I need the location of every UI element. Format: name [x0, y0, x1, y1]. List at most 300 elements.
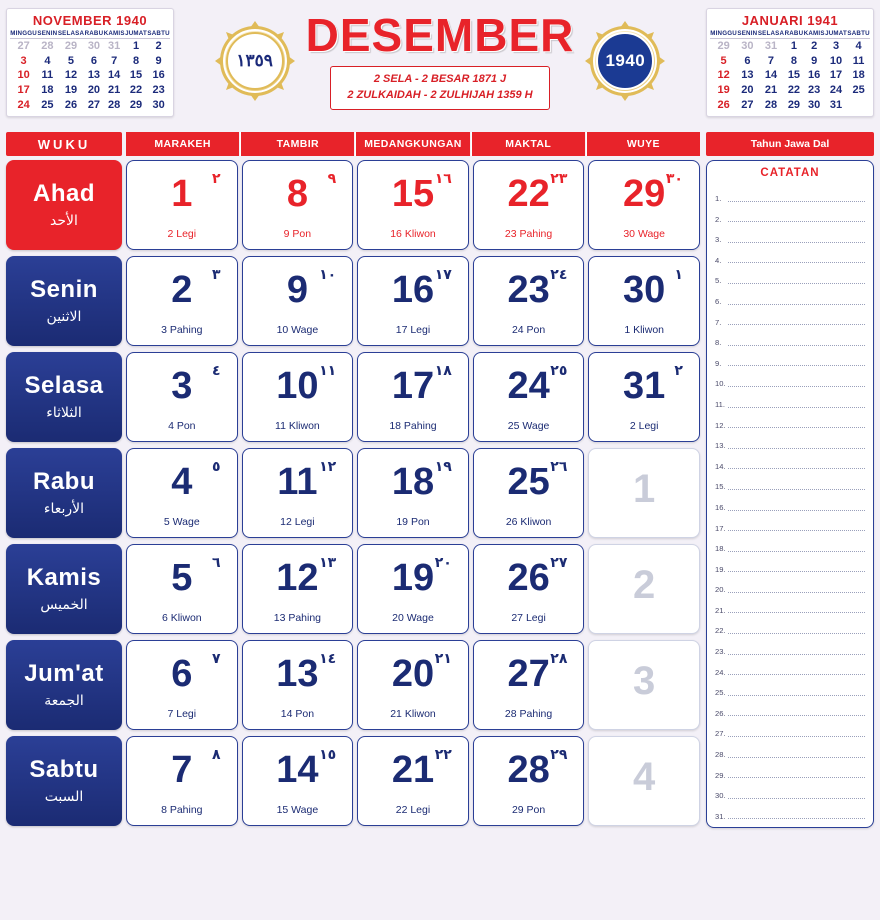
mini-calendar-next [706, 8, 874, 117]
date-cell[interactable] [588, 544, 700, 634]
mini-day-cell: 12 [717, 69, 730, 82]
mini-day-cell: 17 [17, 83, 30, 96]
mini-day-cell: 10 [17, 69, 30, 82]
date-number: 6 [171, 653, 193, 695]
note-line[interactable] [715, 718, 865, 739]
note-line[interactable] [715, 368, 865, 389]
mini-day-cell: 24 [17, 98, 30, 111]
note-line-index: 25. [715, 688, 726, 698]
hijri-date-number: ٣٠ [665, 171, 683, 187]
mini-day-cell: 29 [129, 98, 143, 111]
note-line[interactable] [715, 760, 865, 781]
note-line-rule [728, 756, 865, 758]
note-line-index: 26. [715, 708, 726, 718]
date-cell[interactable] [126, 256, 238, 346]
hijri-date-number: ١٣ [319, 555, 337, 571]
note-line[interactable] [715, 183, 865, 204]
note-line-rule [728, 529, 865, 531]
mini-prev-dow: SABTU [147, 30, 170, 37]
mini-calendar-prev [6, 8, 174, 117]
date-cell[interactable] [242, 544, 354, 634]
mini-day-cell: 15 [129, 69, 143, 82]
mini-day-cell: 26 [64, 98, 78, 111]
subtitle-hijri: 2 ZULKAIDAH - 2 ZULHIJAH 1359 H [347, 88, 533, 101]
hijri-date-number: ٢٣ [550, 171, 568, 187]
wuku-label: WUKU [6, 132, 122, 156]
date-number: 13 [276, 653, 319, 695]
date-cell[interactable] [357, 640, 469, 730]
mini-day-cell: 26 [717, 98, 730, 111]
javanese-pasaran: 26 Kliwon [505, 516, 552, 528]
day-name-latin: Rabu [33, 467, 95, 495]
note-line[interactable] [715, 533, 865, 554]
date-cell[interactable] [242, 640, 354, 730]
date-number: 29 [623, 173, 666, 215]
date-number: 19 [391, 557, 435, 599]
javanese-pasaran: 4 Pon [168, 420, 196, 432]
note-line-index: 10. [715, 379, 726, 389]
note-line-rule [728, 570, 865, 572]
hijri-date-number: ٢١ [434, 651, 452, 667]
javanese-pasaran: 18 Pahing [389, 420, 437, 432]
mini-next-dow: SABTU [847, 30, 870, 37]
date-number: 18 [391, 461, 435, 503]
date-cell[interactable] [242, 352, 354, 442]
date-number: 27 [507, 653, 550, 695]
note-line[interactable] [715, 780, 865, 801]
note-line-rule [728, 364, 865, 366]
date-cell[interactable] [357, 256, 469, 346]
note-line-rule [728, 694, 865, 696]
date-number: 16 [391, 269, 435, 311]
mini-calendar-prev-title: NOVEMBER 1940 [32, 13, 148, 28]
hijri-date-number: ١٥ [319, 747, 337, 763]
note-line-index: 21. [715, 605, 726, 615]
mini-prev-dow: MINGGU [10, 30, 37, 37]
note-line-rule [728, 261, 865, 263]
mini-week-row [10, 98, 170, 113]
wuku-cell: MARAKEH [126, 132, 239, 156]
mini-day-cell: 11 [852, 54, 865, 67]
date-number: 1 [171, 173, 193, 215]
javanese-pasaran: 20 Wage [392, 612, 434, 624]
hijri-date-number: ١٧ [434, 267, 452, 283]
mini-week-row [710, 68, 870, 83]
mini-day-cell: 8 [790, 54, 797, 67]
note-line-rule [728, 653, 865, 655]
mini-day-cell: 30 [808, 98, 821, 111]
mini-day-cell: 31 [764, 40, 778, 52]
date-cell[interactable] [588, 736, 700, 826]
mini-day-cell: 29 [787, 98, 801, 111]
note-line-index: 12. [715, 420, 726, 430]
note-line-rule [728, 447, 865, 449]
date-cell[interactable] [357, 736, 469, 826]
mini-day-cell: 27 [741, 98, 754, 111]
date-number: 5 [171, 557, 193, 599]
mini-day-cell: 25 [852, 83, 865, 96]
mini-prev-dow: JUMAT [125, 30, 147, 37]
subtitle-javanese: 2 SELA - 2 BESAR 1871 J [373, 73, 507, 85]
note-line[interactable] [715, 657, 865, 678]
date-number: 24 [507, 365, 550, 407]
mini-day-cell: 22 [129, 83, 143, 96]
date-cell[interactable] [588, 448, 700, 538]
day-name-jumat [6, 640, 122, 730]
mini-day-cell: 5 [720, 54, 727, 67]
note-line-index: 23. [715, 647, 726, 657]
mini-day-cell: 30 [87, 40, 101, 52]
date-number: 14 [276, 749, 319, 791]
date-cell[interactable] [357, 352, 469, 442]
javanese-pasaran: 8 Pahing [161, 804, 203, 816]
date-cell[interactable] [126, 352, 238, 442]
note-line[interactable] [715, 348, 865, 369]
date-number: 1 [633, 467, 656, 511]
date-number: 30 [623, 269, 666, 311]
date-number: 3 [633, 659, 656, 703]
note-line-rule [728, 426, 865, 428]
javanese-pasaran: 1 Kliwon [624, 324, 665, 336]
hijri-date-number: ٢٦ [550, 459, 568, 475]
hijri-date-number: ١١ [319, 363, 337, 379]
javanese-pasaran: 21 Kliwon [390, 708, 436, 720]
note-line[interactable] [715, 492, 865, 513]
mini-day-cell [847, 98, 870, 113]
day-name-arabic: الاثنين [46, 308, 82, 325]
mini-next-dow-row [710, 29, 870, 39]
day-name-latin: Senin [30, 275, 98, 303]
gregorian-year-value: 1940 [605, 50, 646, 70]
date-cell[interactable] [588, 256, 700, 346]
javanese-pasaran: 14 Pon [280, 708, 315, 720]
wuku-cell: WUYE [586, 132, 700, 156]
javanese-pasaran: 7 Legi [167, 708, 197, 720]
note-line[interactable] [715, 265, 865, 286]
mini-day-cell: 3 [832, 40, 840, 52]
hijri-year-value: ١٣٥٩ [236, 50, 273, 70]
mini-day-cell: 7 [767, 54, 775, 67]
note-line-rule [728, 735, 865, 737]
date-number: 10 [276, 365, 319, 407]
javanese-pasaran: 15 Wage [276, 804, 319, 816]
date-number: 12 [276, 557, 319, 599]
mini-day-cell: 29 [64, 40, 78, 52]
note-line[interactable] [715, 389, 865, 410]
gregorian-year-inner [596, 32, 654, 90]
date-cell[interactable] [357, 448, 469, 538]
date-number: 23 [507, 269, 550, 311]
javanese-pasaran: 10 Wage [276, 324, 319, 336]
date-cell[interactable] [473, 256, 585, 346]
mini-day-cell: 9 [155, 54, 162, 67]
mini-day-cell: 31 [829, 98, 843, 111]
note-line-rule [728, 406, 865, 408]
mini-day-cell: 18 [41, 83, 54, 96]
mini-day-cell: 18 [852, 69, 865, 82]
mini-day-cell: 23 [808, 83, 821, 96]
notes-lines [715, 183, 865, 821]
date-cell[interactable] [473, 352, 585, 442]
note-line-rule [728, 673, 865, 675]
javanese-pasaran: 9 Pon [283, 228, 312, 240]
note-line[interactable] [715, 513, 865, 534]
mini-day-cell: 25 [41, 98, 54, 111]
note-line[interactable] [715, 615, 865, 636]
day-name-arabic: السبت [44, 788, 84, 805]
hijri-date-number: ٩ [327, 171, 337, 187]
date-cell[interactable] [126, 736, 238, 826]
note-line-rule [728, 817, 865, 819]
date-cell[interactable] [473, 544, 585, 634]
mini-day-cell: 16 [808, 69, 821, 82]
date-number: 26 [507, 557, 550, 599]
note-line-index: 16. [715, 502, 726, 512]
note-line[interactable] [715, 327, 865, 348]
mini-day-cell: 21 [108, 83, 121, 96]
note-line[interactable] [715, 410, 865, 431]
javanese-pasaran: 5 Wage [163, 516, 200, 528]
mini-next-dow: MINGGU [710, 30, 737, 37]
date-cell[interactable] [126, 448, 238, 538]
javanese-pasaran: 13 Pahing [273, 612, 322, 624]
day-name-senin [6, 256, 122, 346]
hijri-date-number: ٢ [212, 171, 221, 187]
hijri-date-number: ٨ [212, 747, 221, 763]
hijri-date-number: ٣ [212, 267, 221, 283]
date-cell[interactable] [242, 448, 354, 538]
mini-day-cell: 24 [829, 83, 843, 96]
week-column [126, 160, 238, 828]
hijri-date-number: ٢٧ [550, 555, 568, 571]
day-name-arabic: الثلاثاء [46, 404, 82, 421]
date-cell[interactable] [473, 160, 585, 250]
date-number: 11 [277, 461, 318, 503]
note-line-rule [728, 488, 865, 490]
mini-day-cell: 19 [717, 83, 730, 96]
note-line[interactable] [715, 574, 865, 595]
note-line[interactable] [715, 739, 865, 760]
day-name-latin: Ahad [33, 179, 95, 207]
note-line-index: 15. [715, 482, 726, 492]
mini-day-cell: 20 [741, 83, 754, 96]
note-line[interactable] [715, 698, 865, 719]
javanese-pasaran: 17 Legi [395, 324, 431, 336]
notes-panel [706, 160, 874, 828]
javanese-year-label: Tahun Jawa Dal [706, 132, 874, 156]
day-name-selasa [6, 352, 122, 442]
note-line-index: 11. [715, 399, 725, 409]
date-number: 9 [286, 269, 308, 311]
javanese-pasaran: 22 Legi [395, 804, 431, 816]
javanese-pasaran: 29 Pon [511, 804, 546, 816]
date-cell[interactable] [588, 640, 700, 730]
note-line[interactable] [715, 677, 865, 698]
note-line[interactable] [715, 204, 865, 225]
note-line-index: 8. [715, 338, 722, 348]
date-cell[interactable] [242, 256, 354, 346]
date-cell[interactable] [588, 160, 700, 250]
hijri-date-number: ١٤ [319, 651, 337, 667]
wuku-header-row [0, 132, 880, 156]
note-line[interactable] [715, 471, 865, 492]
note-line[interactable] [715, 245, 865, 266]
note-line-rule [728, 344, 865, 346]
day-name-ahad [6, 160, 122, 250]
mini-day-cell: 4 [855, 40, 862, 52]
wuku-cell: MAKTAL [471, 132, 585, 156]
mini-week-row [710, 83, 870, 98]
note-line-index: 18. [715, 544, 726, 554]
date-number: 7 [171, 749, 193, 791]
date-cell[interactable] [126, 160, 238, 250]
hijri-date-number: ٤ [212, 363, 221, 379]
date-number: 4 [171, 461, 193, 503]
note-line[interactable] [715, 554, 865, 575]
note-line-rule [728, 632, 865, 634]
mini-day-cell: 11 [41, 69, 54, 82]
mini-week-row [710, 98, 870, 113]
day-name-arabic: الجمعة [44, 692, 84, 709]
note-line[interactable] [715, 286, 865, 307]
note-line[interactable] [715, 430, 865, 451]
mini-next-dow: JUMAT [825, 30, 847, 37]
note-line-index: 28. [715, 750, 726, 760]
hijri-date-number: ٥ [212, 459, 221, 475]
javanese-pasaran: 12 Legi [280, 516, 315, 528]
note-line[interactable] [715, 307, 865, 328]
mini-day-cell: 28 [41, 40, 54, 52]
calendar-grid [0, 156, 880, 834]
note-line-rule [728, 797, 865, 799]
javanese-pasaran: 2 Legi [629, 420, 659, 432]
mini-calendar-prev-table [10, 29, 170, 112]
date-cell[interactable] [126, 640, 238, 730]
date-cell[interactable] [126, 544, 238, 634]
date-cell[interactable] [357, 544, 469, 634]
day-name-arabic: الأربعاء [43, 500, 85, 517]
javanese-pasaran: 24 Pon [511, 324, 546, 336]
javanese-pasaran: 23 Pahing [504, 228, 553, 240]
hijri-date-number: ٢٩ [550, 747, 568, 763]
mini-day-cell: 1 [790, 40, 797, 52]
day-name-latin: Selasa [24, 371, 104, 399]
mini-day-cell: 7 [111, 54, 118, 67]
wuku-cell: MEDANGKUNGAN [355, 132, 469, 156]
day-name-latin: Kamis [26, 563, 102, 591]
mini-day-cell: 6 [744, 54, 751, 67]
note-line-index: 27. [715, 729, 726, 739]
mini-day-cell: 19 [64, 83, 78, 96]
date-number: 28 [507, 749, 550, 791]
mini-day-cell: 29 [717, 40, 730, 52]
note-line-index: 20. [715, 585, 726, 595]
note-line-index: 2. [715, 214, 722, 224]
date-number: 22 [507, 173, 550, 215]
note-line[interactable] [715, 801, 865, 822]
month-subtitle-box [330, 66, 549, 110]
day-name-rabu [6, 448, 122, 538]
hijri-year-inner [226, 32, 284, 90]
mini-day-cell: 28 [108, 98, 121, 111]
mini-day-cell: 10 [829, 54, 843, 67]
note-line-index: 17. [715, 523, 726, 533]
mini-day-cell: 1 [132, 40, 140, 52]
note-line-index: 14. [715, 461, 726, 471]
month-title: DESEMBER [305, 9, 575, 61]
note-line-rule [728, 591, 865, 593]
hijri-date-number: ٢٠ [434, 555, 452, 571]
mini-day-cell: 20 [87, 83, 101, 96]
mini-week-row [10, 68, 170, 83]
note-line-index: 29. [715, 770, 726, 780]
mini-day-cell: 9 [811, 54, 818, 67]
javanese-pasaran: 27 Legi [511, 612, 546, 624]
note-line-index: 19. [715, 564, 726, 574]
calendar-header [0, 0, 880, 132]
javanese-pasaran: 6 Kliwon [161, 612, 202, 624]
note-line-rule [728, 241, 865, 243]
hijri-date-number: ٢٥ [550, 363, 568, 379]
mini-week-row [10, 39, 170, 54]
week-column [242, 160, 354, 828]
note-line-rule [728, 611, 865, 613]
mini-week-row [10, 54, 170, 69]
javanese-pasaran: 28 Pahing [504, 708, 553, 720]
date-number: 31 [623, 365, 666, 407]
date-cell[interactable] [242, 736, 354, 826]
note-line[interactable] [715, 224, 865, 245]
hijri-date-number: ٦ [212, 555, 221, 571]
hijri-date-number: ١٩ [434, 459, 452, 475]
date-cell[interactable] [473, 448, 585, 538]
mini-day-cell: 14 [764, 69, 778, 82]
mini-day-cell: 4 [44, 54, 51, 67]
note-line-rule [728, 550, 865, 552]
mini-prev-dow: SENIN [37, 30, 58, 37]
note-line-rule [728, 467, 865, 469]
mini-day-cell: 31 [108, 40, 121, 52]
note-line-index: 24. [715, 667, 726, 677]
note-line[interactable] [715, 595, 865, 616]
date-cell[interactable] [473, 736, 585, 826]
javanese-pasaran: 25 Wage [507, 420, 550, 432]
date-cell[interactable] [588, 352, 700, 442]
mini-next-dow: KAMIS [803, 30, 825, 37]
mini-calendar-next-table [710, 29, 870, 112]
javanese-pasaran: 11 Kliwon [275, 420, 320, 432]
note-line[interactable] [715, 451, 865, 472]
note-line-index: 3. [715, 235, 722, 245]
date-number: 21 [391, 749, 435, 791]
note-line-rule [728, 220, 865, 222]
note-line-index: 7. [715, 317, 722, 327]
note-line-rule [728, 303, 865, 305]
date-cell[interactable] [242, 160, 354, 250]
javanese-pasaran: 3 Pahing [161, 324, 203, 336]
mini-day-cell: 12 [64, 69, 78, 82]
mini-prev-dow: RABU [84, 30, 104, 37]
wuku-cells [126, 132, 700, 156]
mini-day-cell: 6 [90, 54, 97, 67]
day-name-sabtu [6, 736, 122, 826]
note-line[interactable] [715, 636, 865, 657]
date-number: 2 [171, 269, 193, 311]
date-cell[interactable] [357, 160, 469, 250]
date-cell[interactable] [473, 640, 585, 730]
week-column [473, 160, 585, 828]
mini-day-cell: 30 [741, 40, 754, 52]
